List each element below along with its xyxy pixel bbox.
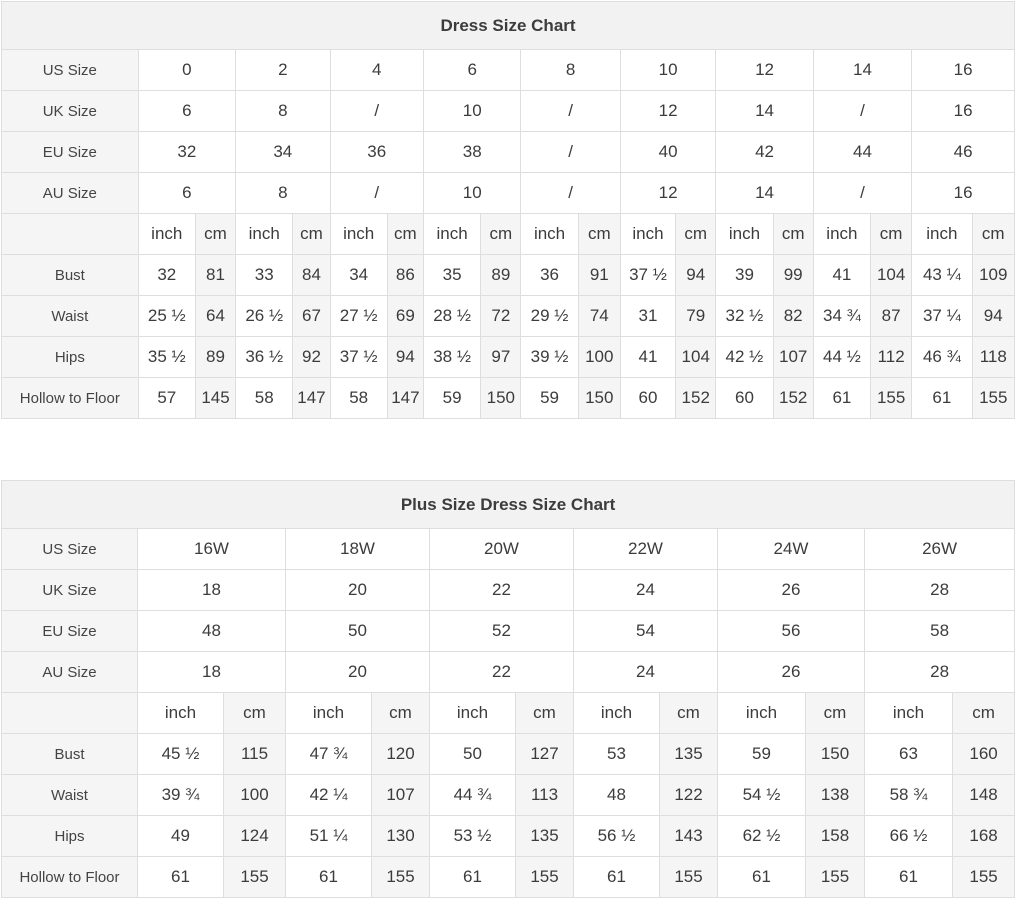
measure-cm-value: 109 [972,255,1015,296]
measure-row [2,296,1015,337]
measure-cm-value: 104 [676,337,716,378]
size-value: / [330,91,423,132]
measure-inch-value: 63 [865,734,953,775]
size-value: 26 [718,652,865,693]
title-row [2,2,1015,50]
row-label: AU Size [2,173,139,214]
measure-inch-value: 34 ¾ [813,296,870,337]
measure-inch-value: 43 ¼ [912,255,972,296]
size-value: 0 [138,50,235,91]
measure-inch-value: 41 [620,337,675,378]
measure-cm-value: 138 [806,775,865,816]
measure-inch-value: 59 [423,378,480,419]
size-value: 32 [138,132,235,173]
size-value: 28 [865,570,1015,611]
measure-inch-value: 48 [574,775,660,816]
measure-cm-value: 82 [773,296,813,337]
measure-cm-value: 160 [953,734,1015,775]
size-value: 26 [718,570,865,611]
size-row [2,529,1015,570]
size-value: 12 [716,50,813,91]
size-value: / [813,173,911,214]
size-value: / [330,173,423,214]
measure-inch-value: 61 [286,857,372,898]
size-row [2,570,1015,611]
row-label: UK Size [2,570,138,611]
unit-inch-label: inch [430,693,516,734]
measure-cm-value: 81 [195,255,235,296]
measure-inch-value: 51 ¼ [286,816,372,857]
measure-cm-value: 155 [806,857,865,898]
measure-cm-value: 91 [578,255,620,296]
measure-cm-value: 150 [481,378,521,419]
size-value: 10 [423,91,520,132]
measure-inch-value: 59 [521,378,578,419]
measure-inch-value: 44 ½ [813,337,870,378]
size-value: 16 [912,50,1015,91]
row-label: Hollow to Floor [2,857,138,898]
measure-cm-value: 135 [660,734,718,775]
measure-inch-value: 61 [813,378,870,419]
measure-cm-value: 100 [578,337,620,378]
size-value: 26W [865,529,1015,570]
measure-cm-value: 94 [387,337,423,378]
measure-inch-value: 61 [865,857,953,898]
measure-cm-value: 168 [953,816,1015,857]
row-label: Waist [2,775,138,816]
unit-inch-label: inch [138,214,195,255]
measure-cm-value: 135 [516,816,574,857]
chart-title: Plus Size Dress Size Chart [2,481,1015,529]
measure-cm-value: 92 [293,337,330,378]
unit-cm-label: cm [773,214,813,255]
size-value: 46 [912,132,1015,173]
row-label: Bust [2,734,138,775]
row-label: US Size [2,529,138,570]
measure-inch-value: 32 [138,255,195,296]
measure-inch-value: 58 [330,378,387,419]
measure-cm-value: 94 [676,255,716,296]
unit-cm-label: cm [372,693,430,734]
measure-inch-value: 39 ½ [521,337,578,378]
measure-inch-value: 60 [716,378,773,419]
measure-inch-value: 26 ½ [236,296,293,337]
size-value: 8 [236,91,330,132]
measure-inch-value: 61 [574,857,660,898]
unit-cm-label: cm [578,214,620,255]
unit-inch-label: inch [865,693,953,734]
row-label: UK Size [2,91,139,132]
size-value: 2 [236,50,330,91]
unit-row [2,214,1015,255]
unit-cm-label: cm [972,214,1015,255]
measure-inch-value: 54 ½ [718,775,806,816]
measure-cm-value: 118 [972,337,1015,378]
measure-inch-value: 31 [620,296,675,337]
measure-inch-value: 41 [813,255,870,296]
size-value: 12 [620,91,715,132]
measure-cm-value: 69 [387,296,423,337]
measure-inch-value: 35 ½ [138,337,195,378]
measure-cm-value: 147 [387,378,423,419]
measure-inch-value: 61 [718,857,806,898]
size-value: 22 [430,570,574,611]
size-value: 8 [521,50,620,91]
measure-inch-value: 39 ¾ [138,775,224,816]
size-value: 34 [236,132,330,173]
size-value: 50 [286,611,430,652]
measure-cm-value: 67 [293,296,330,337]
measure-inch-value: 58 ¾ [865,775,953,816]
unit-inch-label: inch [912,214,972,255]
size-value: 22W [574,529,718,570]
row-label: Hips [2,816,138,857]
measure-inch-value: 44 ¾ [430,775,516,816]
size-value: / [813,91,911,132]
measure-cm-value: 155 [871,378,912,419]
size-value: 52 [430,611,574,652]
measure-row [2,857,1015,898]
measure-cm-value: 72 [481,296,521,337]
measure-cm-value: 86 [387,255,423,296]
row-label: Bust [2,255,139,296]
unit-inch-label: inch [286,693,372,734]
size-value: 24W [718,529,865,570]
size-value: / [521,91,620,132]
measure-row [2,255,1015,296]
size-value: 12 [620,173,715,214]
size-value: 18W [286,529,430,570]
size-row [2,132,1015,173]
measure-inch-value: 58 [236,378,293,419]
measure-cm-value: 100 [224,775,286,816]
size-value: 10 [620,50,715,91]
size-value: 54 [574,611,718,652]
size-value: 38 [423,132,520,173]
measure-cm-value: 152 [773,378,813,419]
measure-inch-value: 53 [574,734,660,775]
unit-inch-label: inch [138,693,224,734]
unit-cm-label: cm [293,214,330,255]
size-value: 20 [286,570,430,611]
chart-title: Dress Size Chart [2,2,1015,50]
size-value: 22 [430,652,574,693]
unit-row [2,693,1015,734]
measure-cm-value: 104 [871,255,912,296]
measure-row [2,378,1015,419]
size-value: / [521,173,620,214]
size-value: 10 [423,173,520,214]
measure-row [2,816,1015,857]
unit-cm-label: cm [516,693,574,734]
measure-inch-value: 35 [423,255,480,296]
measure-cm-value: 94 [972,296,1015,337]
size-value: 18 [138,570,286,611]
unit-inch-label: inch [813,214,870,255]
size-value: 16 [912,91,1015,132]
unit-inch-label: inch [718,693,806,734]
measure-inch-value: 61 [430,857,516,898]
size-value: 14 [813,50,911,91]
measure-cm-value: 122 [660,775,718,816]
measure-inch-value: 56 ½ [574,816,660,857]
size-row [2,173,1015,214]
size-row [2,91,1015,132]
size-value: 58 [865,611,1015,652]
measure-inch-value: 38 ½ [423,337,480,378]
measure-cm-value: 115 [224,734,286,775]
row-label: Hollow to Floor [2,378,139,419]
size-value: 36 [330,132,423,173]
measure-cm-value: 89 [195,337,235,378]
measure-inch-value: 50 [430,734,516,775]
unit-row-label [2,214,139,255]
measure-cm-value: 148 [953,775,1015,816]
measure-cm-value: 150 [806,734,865,775]
size-value: 8 [236,173,330,214]
unit-cm-label: cm [195,214,235,255]
measure-inch-value: 59 [718,734,806,775]
size-value: 16 [912,173,1015,214]
unit-cm-label: cm [224,693,286,734]
size-value: 56 [718,611,865,652]
measure-cm-value: 79 [676,296,716,337]
measure-cm-value: 107 [773,337,813,378]
row-label: US Size [2,50,139,91]
measure-cm-value: 155 [224,857,286,898]
row-label: AU Size [2,652,138,693]
size-value: 6 [423,50,520,91]
unit-inch-label: inch [521,214,578,255]
size-value: 18 [138,652,286,693]
measure-inch-value: 66 ½ [865,816,953,857]
size-value: 4 [330,50,423,91]
measure-inch-value: 62 ½ [718,816,806,857]
measure-cm-value: 113 [516,775,574,816]
measure-cm-value: 130 [372,816,430,857]
measure-cm-value: 87 [871,296,912,337]
dress-size-chart-table [1,1,1015,419]
measure-inch-value: 47 ¾ [286,734,372,775]
measure-cm-value: 145 [195,378,235,419]
measure-inch-value: 42 ¼ [286,775,372,816]
measure-cm-value: 155 [372,857,430,898]
unit-row-label [2,693,138,734]
measure-inch-value: 33 [236,255,293,296]
measure-inch-value: 39 [716,255,773,296]
row-label: EU Size [2,132,139,173]
unit-cm-label: cm [953,693,1015,734]
measure-row [2,734,1015,775]
size-value: 6 [138,173,235,214]
measure-inch-value: 37 ½ [620,255,675,296]
unit-cm-label: cm [676,214,716,255]
row-label: Waist [2,296,139,337]
unit-inch-label: inch [716,214,773,255]
measure-inch-value: 53 ½ [430,816,516,857]
row-label: Hips [2,337,139,378]
measure-inch-value: 36 [521,255,578,296]
measure-cm-value: 112 [871,337,912,378]
measure-inch-value: 32 ½ [716,296,773,337]
measure-inch-value: 61 [138,857,224,898]
measure-cm-value: 155 [516,857,574,898]
measure-inch-value: 57 [138,378,195,419]
measure-inch-value: 25 ½ [138,296,195,337]
size-value: 48 [138,611,286,652]
measure-cm-value: 84 [293,255,330,296]
plus-size-dress-size-chart-table [1,480,1015,898]
measure-cm-value: 147 [293,378,330,419]
measure-cm-value: 64 [195,296,235,337]
row-label: EU Size [2,611,138,652]
size-value: 42 [716,132,813,173]
measure-cm-value: 155 [972,378,1015,419]
measure-inch-value: 37 ¼ [912,296,972,337]
size-value: 16W [138,529,286,570]
measure-row [2,775,1015,816]
measure-cm-value: 74 [578,296,620,337]
size-row [2,652,1015,693]
size-row [2,50,1015,91]
unit-inch-label: inch [423,214,480,255]
unit-inch-label: inch [574,693,660,734]
size-value: 24 [574,652,718,693]
measure-cm-value: 155 [953,857,1015,898]
measure-cm-value: 143 [660,816,718,857]
measure-cm-value: 99 [773,255,813,296]
measure-cm-value: 107 [372,775,430,816]
size-value: 40 [620,132,715,173]
unit-cm-label: cm [387,214,423,255]
unit-inch-label: inch [330,214,387,255]
measure-inch-value: 29 ½ [521,296,578,337]
measure-inch-value: 36 ½ [236,337,293,378]
measure-inch-value: 28 ½ [423,296,480,337]
measure-inch-value: 49 [138,816,224,857]
measure-inch-value: 37 ½ [330,337,387,378]
measure-inch-value: 42 ½ [716,337,773,378]
size-value: / [521,132,620,173]
measure-inch-value: 27 ½ [330,296,387,337]
size-value: 24 [574,570,718,611]
measure-row [2,337,1015,378]
unit-inch-label: inch [620,214,675,255]
size-value: 6 [138,91,235,132]
size-value: 20 [286,652,430,693]
unit-cm-label: cm [806,693,865,734]
unit-cm-label: cm [660,693,718,734]
unit-cm-label: cm [871,214,912,255]
measure-cm-value: 124 [224,816,286,857]
measure-inch-value: 61 [912,378,972,419]
size-value: 14 [716,173,813,214]
measure-inch-value: 46 ¾ [912,337,972,378]
measure-inch-value: 60 [620,378,675,419]
size-value: 14 [716,91,813,132]
size-value: 44 [813,132,911,173]
measure-cm-value: 150 [578,378,620,419]
size-row [2,611,1015,652]
measure-cm-value: 155 [660,857,718,898]
title-row [2,481,1015,529]
unit-cm-label: cm [481,214,521,255]
measure-inch-value: 34 [330,255,387,296]
measure-cm-value: 120 [372,734,430,775]
size-value: 20W [430,529,574,570]
measure-cm-value: 127 [516,734,574,775]
measure-cm-value: 158 [806,816,865,857]
measure-cm-value: 97 [481,337,521,378]
measure-cm-value: 152 [676,378,716,419]
size-value: 28 [865,652,1015,693]
unit-inch-label: inch [236,214,293,255]
measure-cm-value: 89 [481,255,521,296]
measure-inch-value: 45 ½ [138,734,224,775]
